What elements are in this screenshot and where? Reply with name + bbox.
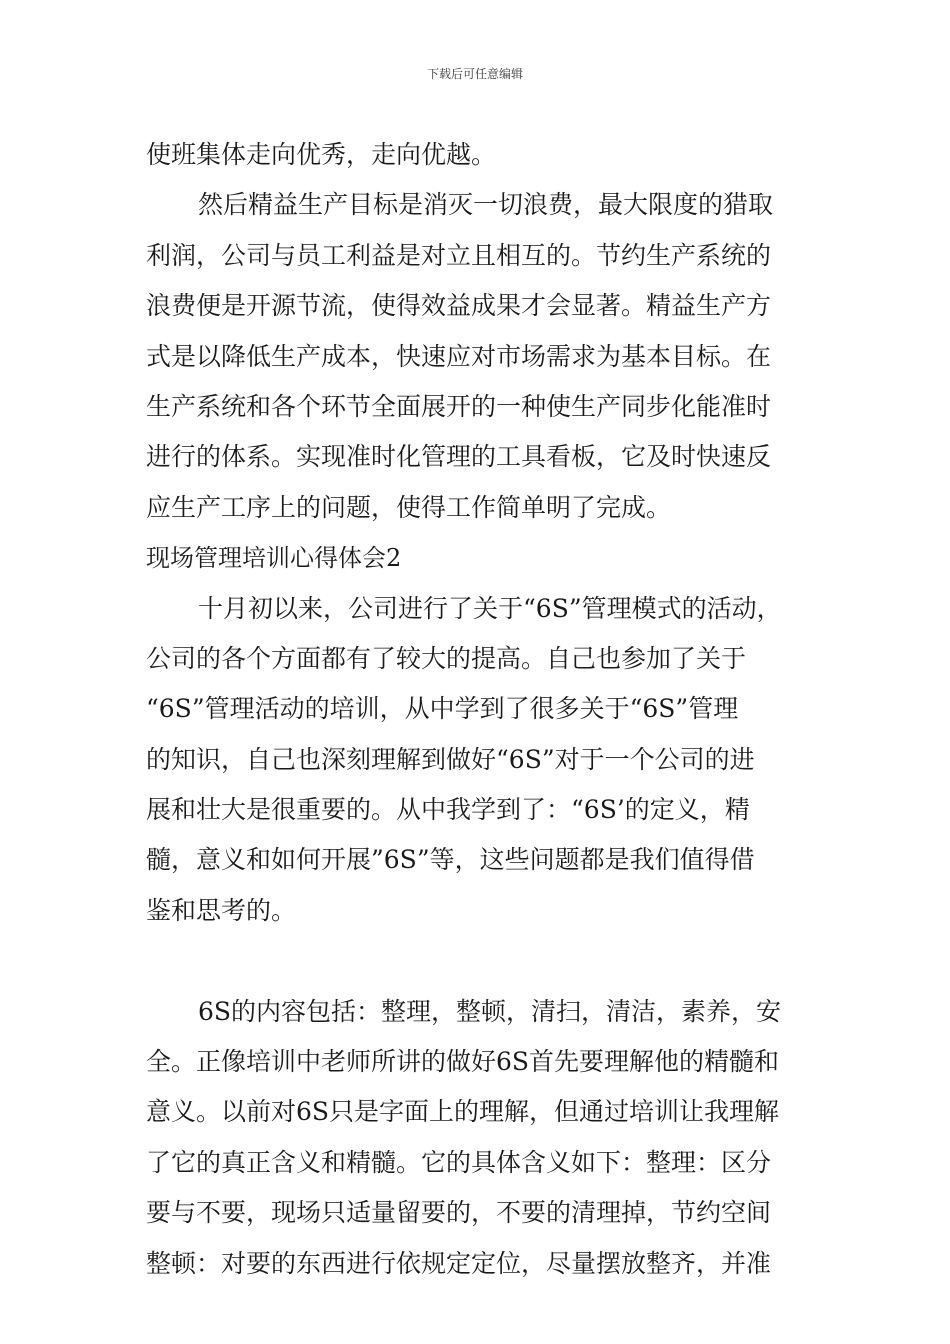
paragraph-gap bbox=[146, 936, 826, 986]
section-heading: 现场管理培训心得体会2 bbox=[146, 544, 402, 573]
paragraph-line: 进行的体系。实现准时化管理的工具看板，它及时快速反 bbox=[146, 442, 772, 472]
document-body bbox=[146, 130, 826, 1289]
paragraph-line: “6S”管理活动的培训，从中学到了很多关于“6S”管理 bbox=[146, 694, 739, 724]
paragraph-line: 应生产工序上的问题，使得工作简单明了完成。 bbox=[146, 492, 672, 522]
paragraph-line: 利润，公司与员工利益是对立且相互的。节约生产系统的 bbox=[146, 240, 772, 270]
paragraph-line: 展和壮大是很重要的。从中我学到了：“6S’的定义，精 bbox=[146, 795, 750, 825]
paragraph-line: 公司的各个方面都有了较大的提高。自己也参加了关于 bbox=[146, 643, 747, 673]
paragraph-line: 十月初以来，公司进行了关于“6S”管理模式的活动， bbox=[198, 593, 782, 623]
paragraph-line: 生产系统和各个环节全面展开的一种使生产同步化能准时 bbox=[146, 391, 772, 421]
paragraph-line: 式是以降低生产成本，快速应对市场需求为基本目标。在 bbox=[146, 341, 772, 371]
paragraph-line: 意义。以前对6S只是字面上的理解，但通过培训让我理解 bbox=[146, 1097, 780, 1127]
paragraph-line: 全。正像培训中老师所讲的做好6S首先要理解他的精髓和 bbox=[146, 1047, 780, 1077]
paragraph-line: 要与不要，现场只适量留要的，不要的清理掉，节约空间 bbox=[146, 1198, 772, 1228]
paragraph-line: 髓，意义和如何开展”6S”等，这些问题都是我们值得借 bbox=[146, 845, 755, 875]
paragraph-line: 鉴和思考的。 bbox=[146, 895, 297, 925]
paragraph-line: 6S的内容包括：整理，整顿，清扫，清洁，素养，安 bbox=[198, 996, 782, 1026]
page-header: 下载后可任意编辑 bbox=[426, 67, 523, 81]
paragraph-line: 的知识，自己也深刻理解到做好“6S”对于一个公司的进 bbox=[146, 744, 755, 774]
paragraph-line: 然后精益生产目标是消灭一切浪费，最大限度的猎取 bbox=[198, 190, 774, 220]
paragraph-line: 了它的真正含义和精髓。它的具体含义如下：整理：区分 bbox=[146, 1147, 772, 1177]
paragraph-line: 浪费便是开源节流，使得效益成果才会显著。精益生产方 bbox=[146, 291, 772, 321]
paragraph-line: 使班集体走向优秀，走向优越。 bbox=[146, 140, 497, 169]
paragraph-line: 整顿：对要的东西进行依规定定位，尽量摆放整齐，并准 bbox=[146, 1248, 772, 1278]
